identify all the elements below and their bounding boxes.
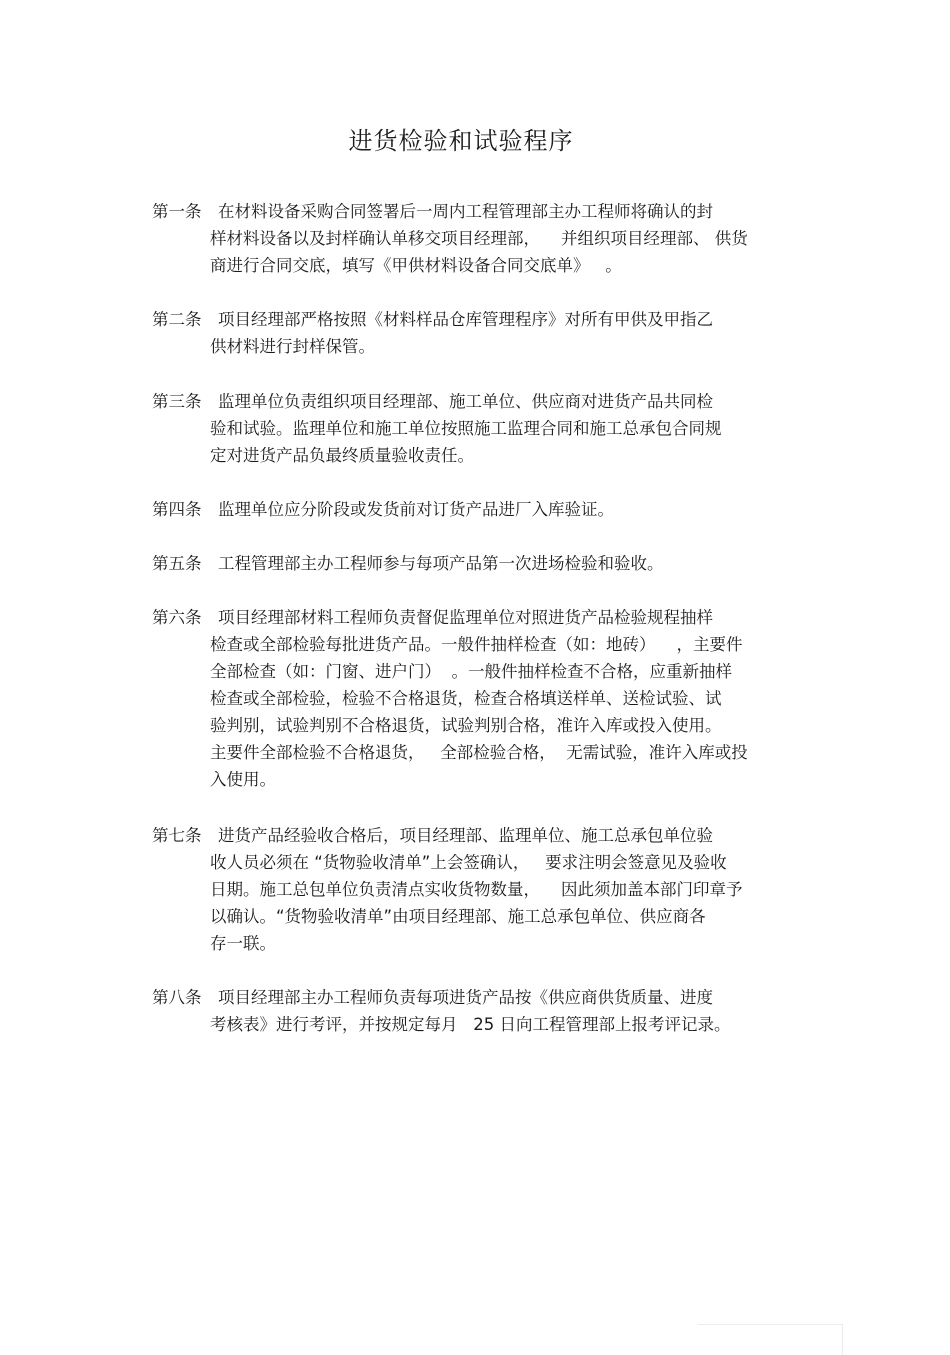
article-line [152,685,812,712]
article-label: 第三条 [152,392,202,411]
article-text: 验判别，试验判别不合格退货，试验判别合格，准许入库或投入使用。 [210,716,722,735]
article-label: 第一条 [152,202,202,221]
article-2 [152,306,812,360]
article-line [152,496,812,523]
article-text: 项目经理部严格按照《材料样品仓库管理程序》对所有甲供及甲指乙 [218,310,713,329]
article-line [152,550,812,577]
article-text: 验和试验。监理单位和施工单位按照施工监理合同和施工总承包合同规 [210,419,722,438]
article-label: 第四条 [152,500,202,519]
article-line [152,984,812,1011]
article-line [152,822,812,849]
article-text: 工程管理部主办工程师参与每项产品第一次进场检验和验收。 [218,554,664,573]
article-text: 监理单位应分阶段或发货前对订货产品进厂入库验证。 [218,500,614,519]
article-line [152,766,812,793]
article-text: 项目经理部主办工程师负责每项进货产品按《供应商供货质量、进度 [218,988,713,1007]
article-text: 检查或全部检验，检验不合格退货，检查合格填送样单、送检试验、试 [210,689,722,708]
article-3 [152,388,812,469]
article-line [152,631,812,658]
page-corner-mark [698,1324,843,1355]
article-line [152,306,812,333]
article-text: 样材料设备以及封样确认单移交项目经理部， 并组织项目经理部、 供货 [210,229,748,248]
article-line [152,658,812,685]
article-text: 收人员必须在 “货物验收清单”上会签确认， 要求注明会签意见及验收 [210,853,727,872]
article-line [152,712,812,739]
article-8 [152,984,812,1038]
article-line [152,903,812,930]
article-label: 第二条 [152,310,202,329]
article-line [152,415,812,442]
article-text: 考核表》进行考评，并按规定每月 25 日向工程管理部上报考评记录。 [210,1015,731,1034]
article-line [152,739,812,766]
article-text: 定对进货产品负最终质量验收责任。 [210,446,474,465]
article-text: 供材料进行封样保管。 [210,337,375,356]
article-text: 存一联。 [210,934,276,953]
article-text: 项目经理部材料工程师负责督促监理单位对照进货产品检验规程抽样 [218,608,713,627]
article-4 [152,496,812,523]
article-text: 入使用。 [210,770,276,789]
article-line [152,930,812,957]
article-line [152,1011,812,1038]
article-line [152,604,812,631]
document-title: 进货检验和试验程序 [348,127,574,155]
article-line [152,442,812,469]
article-label: 第七条 [152,826,202,845]
article-line [152,849,812,876]
article-text: 进货产品经验收合格后，项目经理部、监理单位、施工总承包单位验 [218,826,713,845]
article-line [152,225,812,252]
article-label: 第六条 [152,608,202,627]
article-text: 监理单位负责组织项目经理部、施工单位、供应商对进货产品共同检 [218,392,713,411]
article-5 [152,550,812,577]
article-text: 在材料设备采购合同签署后一周内工程管理部主办工程师将确认的封 [218,202,713,221]
article-line [152,198,812,225]
article-label: 第五条 [152,554,202,573]
article-label: 第八条 [152,988,202,1007]
article-text: 日期。施工总包单位负责清点实收货物数量， 因此须加盖本部门印章予 [210,880,743,899]
article-1 [152,198,812,279]
article-text: 商进行合同交底，填写《甲供材料设备合同交底单》 。 [210,256,622,275]
article-line [152,252,812,279]
article-text: 检查或全部检验每批进货产品。一般件抽样检查（如：地砖） ，主要件 [210,635,743,654]
article-text: 以确认。“货物验收清单”由项目经理部、施工总承包单位、供应商各 [210,907,706,926]
article-line [152,876,812,903]
article-text: 主要件全部检验不合格退货， 全部检验合格， 无需试验，准许入库或投 [210,743,748,762]
article-6 [152,604,812,793]
article-7 [152,822,812,957]
article-line [152,333,812,360]
article-line [152,388,812,415]
article-text: 全部检查（如：门窗、进户门） 。一般件抽样检查不合格，应重新抽样 [210,662,732,681]
